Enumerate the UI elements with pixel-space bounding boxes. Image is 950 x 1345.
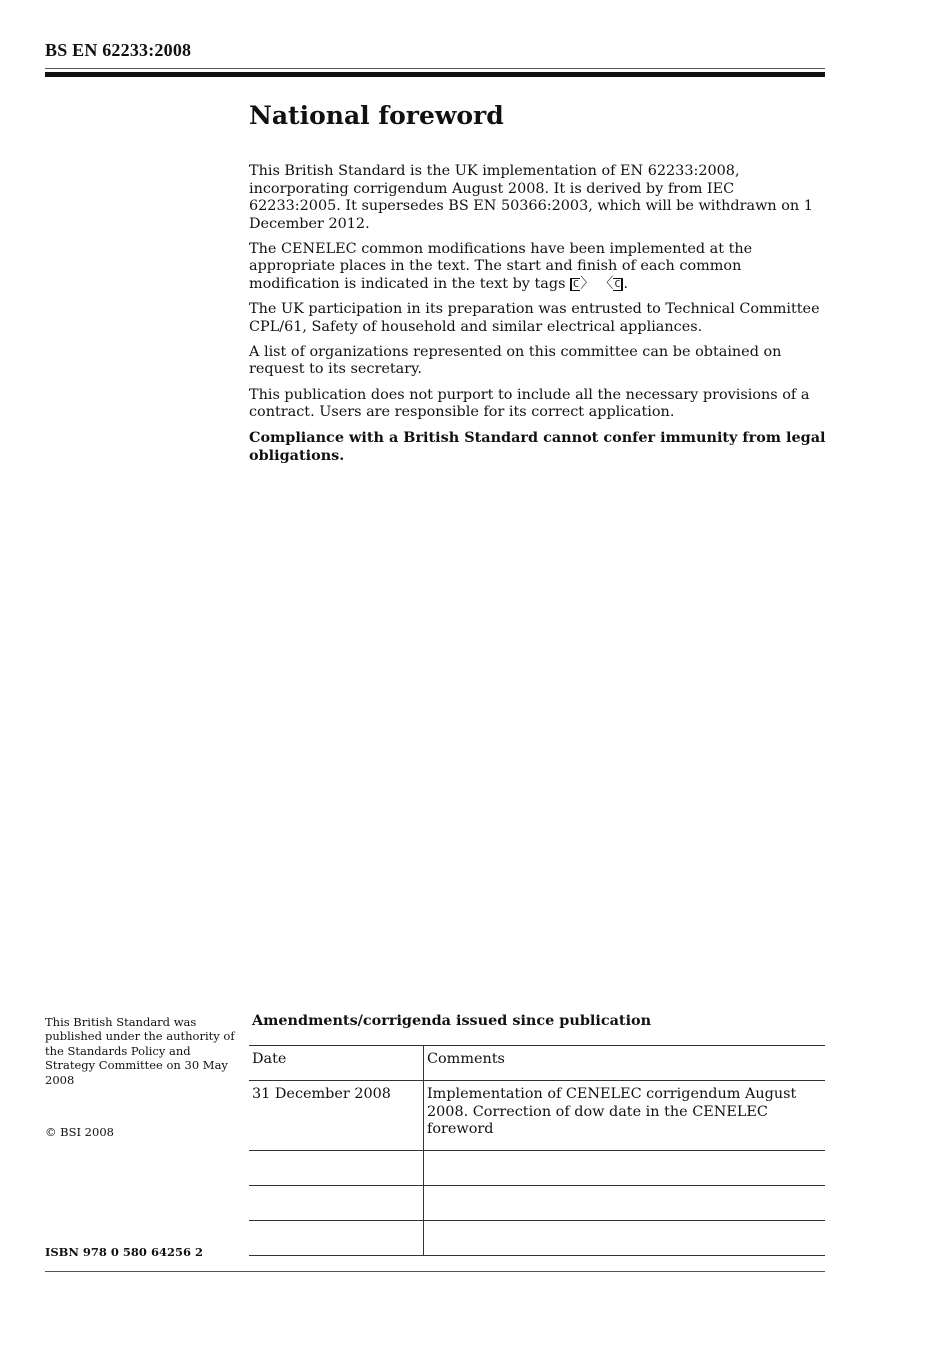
- column-header-date: Date: [249, 1046, 424, 1081]
- table-cell-date: [249, 1151, 424, 1186]
- table-cell-date: 31 December 2008: [249, 1081, 424, 1151]
- copyright: © BSI 2008: [45, 1125, 114, 1139]
- paragraph-committee: The UK participation in its preparation was entrusted to Technical Committee CPL/61, Safety of household and similar electrical appliances.: [249, 301, 820, 335]
- isbn: ISBN 978 0 580 64256 2: [45, 1245, 203, 1259]
- footer-rule: [45, 1271, 825, 1272]
- cenelec-end: .: [623, 276, 629, 293]
- header-rule-thick: [45, 72, 825, 77]
- compliance-note: Compliance with a British Standard cannot confer immunity from legal obligations.: [249, 429, 826, 464]
- tag-close-icon: C: [613, 278, 623, 291]
- table-cell-date: [249, 1186, 424, 1221]
- tag-open-icon: C: [570, 278, 580, 291]
- table-cell-comments: [424, 1151, 826, 1186]
- table-cell-comments: Implementation of CENELEC corrigendum August 2008. Correction of dow date in the CENELEC foreword: [424, 1081, 826, 1151]
- column-header-comments: Comments: [424, 1046, 826, 1081]
- paragraph-implementation: This British Standard is the UK implementation of EN 62233:2008, incorporating corrigendum August 2008. It is derived by from IEC 62233:2005. It supersedes BS EN 50366:2003, which will be withdrawn on 1 December 2012.: [249, 163, 813, 232]
- table-cell-comments: [424, 1221, 826, 1256]
- page-title: National foreword: [249, 101, 504, 130]
- table-row: [249, 1081, 825, 1151]
- standard-code: BS EN 62233:2008: [45, 40, 192, 60]
- table-header-row: [249, 1046, 825, 1081]
- table-row: [249, 1221, 825, 1256]
- paragraph-contract: This publication does not purport to include all the necessary provisions of a contract. Users are responsible for its correct application.: [249, 386, 810, 421]
- table-cell-comments: [424, 1186, 826, 1221]
- table-row: [249, 1151, 825, 1186]
- paragraph-organizations: A list of organizations represented on this committee can be obtained on request to its secretary.: [249, 343, 782, 378]
- table-cell-date: [249, 1221, 424, 1256]
- table-row: [249, 1186, 825, 1221]
- header-rule-thin: [45, 68, 825, 69]
- amendments-table: [249, 1045, 825, 1256]
- publication-note: This British Standard was published under the authority of the Standards Policy and Strategy Committee on 30 May 2008: [45, 1015, 235, 1087]
- foreword-body: [249, 163, 827, 472]
- cenelec-text: The CENELEC common modifications have been implemented at the appropriate places in the text. The start and finish of each common modification is indicated in the text by tags: [249, 240, 753, 293]
- amendments-heading: Amendments/corrigenda issued since publication: [252, 1012, 652, 1029]
- paragraph-cenelec: The CENELEC common modifications have been implemented at the appropriate places in the text. The start and finish of each common modification is indicated in the text by tags C〉 〈C .: [249, 240, 753, 293]
